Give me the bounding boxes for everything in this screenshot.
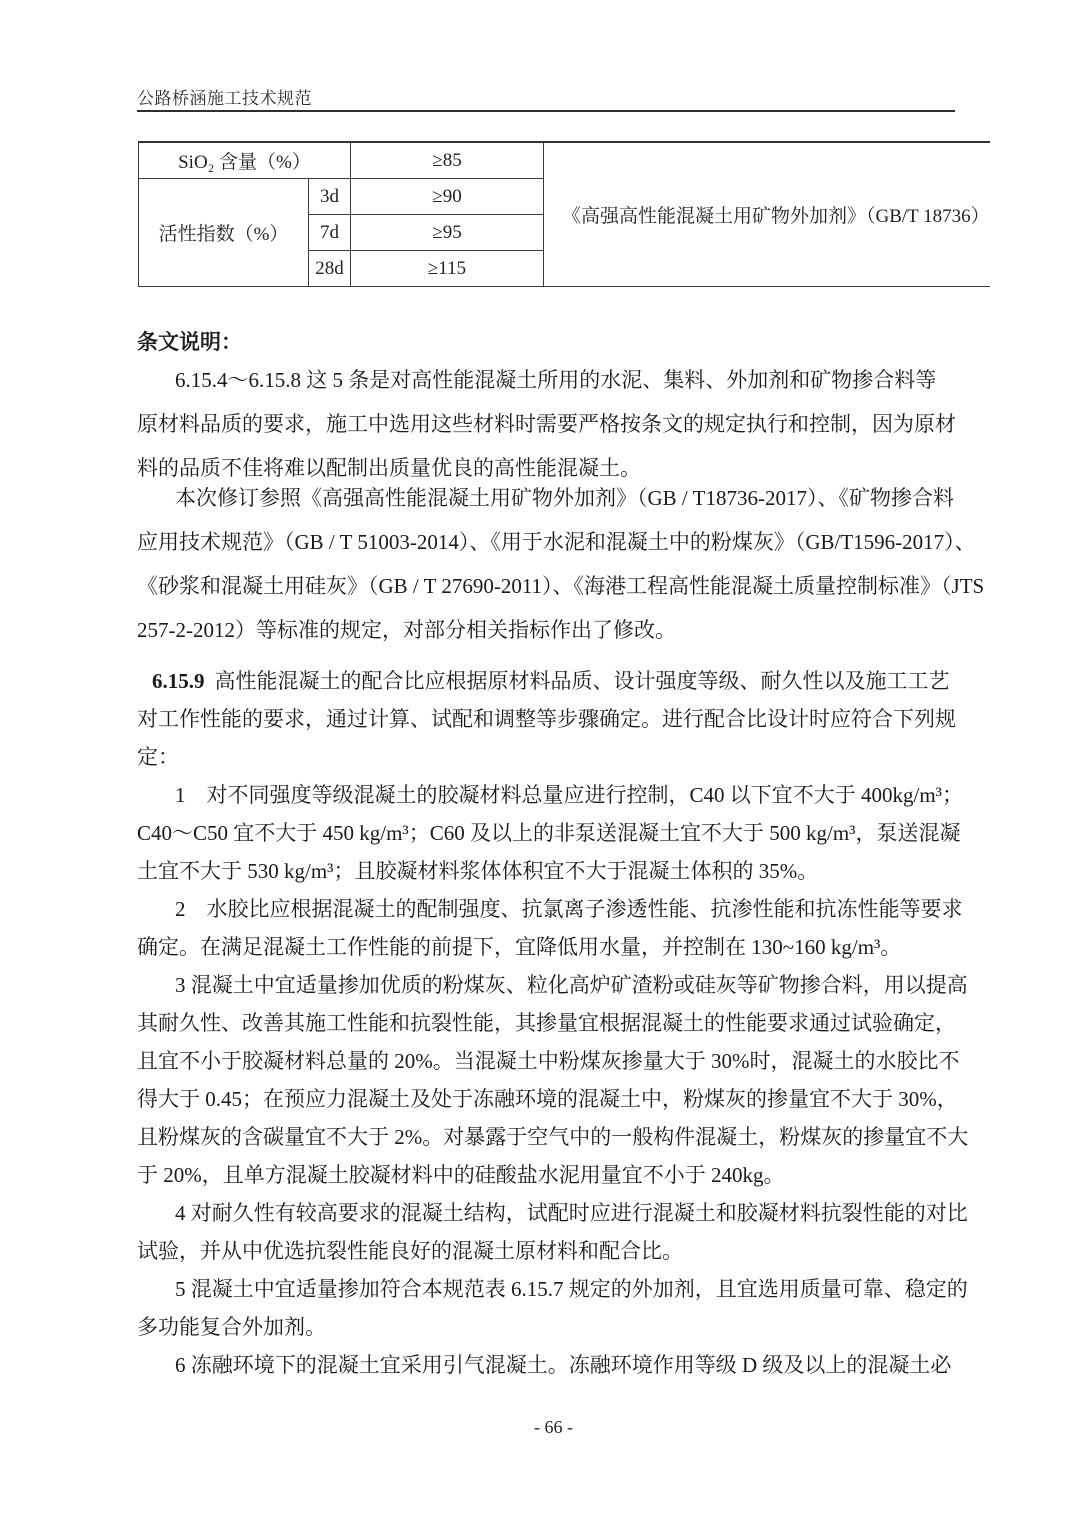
age-label: 28d: [309, 251, 351, 287]
line-text: 《砂浆和混凝土用硅灰》（GB / T 27690-2011）、《海港工程高性能混凝土质量控制标准》（JTS: [137, 574, 985, 598]
age-label: 7d: [309, 215, 351, 251]
line-text: 于 20%，且单方混凝土胶凝材料中的硅酸盐水泥用量宜不小于 240kg。: [137, 1163, 785, 1187]
text-line: [137, 564, 985, 608]
age-value: ≥115: [351, 251, 544, 287]
activity-index-label: 活性指数（%）: [139, 179, 309, 287]
line-text: 原材料品质的要求，施工中选用这些材料时需要严格按条文的规定执行和控制，因为原材: [137, 412, 956, 436]
text-line: [137, 1004, 970, 1042]
line-text: 本次修订参照《高强高性能混凝土用矿物外加剂》（GB / T18736-2017）、《矿物掺合料: [175, 486, 954, 510]
text-line: [137, 852, 970, 890]
line-text: 应用技术规范》（GB / T 51003-2014）、《用于水泥和混凝土中的粉煤灰》（GB/T1596-2017）、: [137, 530, 976, 554]
text-line: [137, 1346, 970, 1384]
text-line: [137, 966, 970, 1004]
text-line: [137, 738, 970, 776]
footer-page-number: - 66 -: [534, 1417, 573, 1437]
text-line: [137, 890, 970, 928]
line-text: 对工作性能的要求，通过计算、试配和调整等步骤确定。进行配合比设计时应符合下列规: [137, 707, 956, 731]
line-text: 3 混凝土中宜适量掺加优质的粉煤灰、粒化高炉矿渣粉或硅灰等矿物掺合料，用以提高: [175, 973, 968, 997]
line-text: 料的品质不佳将难以配制出质量优良的高性能混凝土。: [137, 456, 641, 480]
line-text: 确定。在满足混凝土工作性能的前提下，宜降低用水量，并控制在 130~160 kg/m³。: [137, 935, 902, 959]
line-text: 其耐久性、改善其施工性能和抗裂性能，其掺量宜根据混凝土的性能要求通过试验确定，: [137, 1011, 956, 1035]
line-text: 6 冻融环境下的混凝土宜采用引气混凝土。冻融环境作用等级 D 级及以上的混凝土必: [175, 1353, 952, 1377]
commentary-heading: 条文说明：: [137, 330, 242, 354]
clause-number: 6.15.9: [152, 669, 205, 693]
commentary-paragraph-1: [137, 358, 970, 490]
text-line: [137, 1232, 970, 1270]
text-line: [137, 358, 970, 402]
table-row: [139, 142, 990, 179]
line-text: C40～C50 宜不大于 450 kg/m³；C60 及以上的非泵送混凝土宜不大于 500 kg/m³，泵送混凝: [137, 821, 961, 845]
header-rule: [137, 110, 955, 112]
line-text: 6.15.4～6.15.8 这 5 条是对高性能混凝土所用的水泥、集料、外加剂和矿物掺合料等: [175, 368, 937, 392]
text-line: [137, 1308, 970, 1346]
text-line: [137, 1156, 970, 1194]
text-line: [137, 1270, 970, 1308]
line-text: 2 水胶比应根据混凝土的配制强度、抗氯离子渗透性能、抗渗性能和抗冻性能等要求: [175, 897, 963, 921]
text-line: [137, 402, 970, 446]
line-text: 定：: [137, 745, 179, 769]
text-line: [137, 1042, 970, 1080]
line-text: 且粉煤灰的含碳量宜不大于 2%。对暴露于空气中的一般构件混凝土，粉煤灰的掺量宜不大: [137, 1125, 969, 1149]
text-line: [137, 814, 970, 852]
line-text: 5 混凝土中宜适量掺加符合本规范表 6.15.7 规定的外加剂，且宜选用质量可靠、稳定的: [175, 1277, 968, 1301]
sio2-content-value: ≥85: [351, 142, 544, 179]
text-line: [137, 776, 970, 814]
line-text: 高性能混凝土的配合比应根据原材料品质、设计强度等级、耐久性以及施工工艺: [214, 669, 950, 693]
line-text: 得大于 0.45；在预应力混凝土及处于冻融环境的混凝土中，粉煤灰的掺量宜不大于 30%，: [137, 1087, 958, 1111]
text-line: [137, 476, 970, 520]
mineral-admixture-spec-table: [138, 141, 990, 287]
line-text: 多功能复合外加剂。: [137, 1315, 326, 1339]
sio2-content-label: SiO₂ 含量（%）: [139, 142, 351, 179]
text-line: [137, 608, 970, 652]
commentary-paragraph-2: [137, 476, 985, 652]
line-text: 1 对不同强度等级混凝土的胶凝材料总量应进行控制，C40 以下宜不大于 400kg/m³；: [175, 783, 963, 807]
line-text: 试验，并从中优选抗裂性能良好的混凝土原材料和配合比。: [137, 1239, 683, 1263]
text-line: [137, 700, 970, 738]
clause-6-15-9-text: [137, 662, 970, 1384]
running-header-title: 公路桥涵施工技术规范: [137, 89, 312, 108]
reference-standard-cell: 《高强高性能混凝土用矿物外加剂》（GB/T 18736）: [544, 142, 990, 287]
line-text: 257-2-2012）等标准的规定，对部分相关指标作出了修改。: [137, 618, 676, 642]
line-text: 且宜不小于胶凝材料总量的 20%。当混凝土中粉煤灰掺量大于 30%时，混凝土的水胶比不: [137, 1049, 960, 1073]
age-value: ≥90: [351, 179, 544, 215]
text-line: [137, 928, 970, 966]
age-value: ≥95: [351, 215, 544, 251]
text-line: [137, 1080, 970, 1118]
text-line: [137, 1118, 970, 1156]
line-text: 土宜不大于 530 kg/m³；且胶凝材料浆体体积宜不大于混凝土体积的 35%。: [137, 859, 819, 883]
text-line: [137, 1194, 970, 1232]
line-text: 4 对耐久性有较高要求的混凝土结构，试配时应进行混凝土和胶凝材料抗裂性能的对比: [175, 1201, 968, 1225]
text-line: [137, 520, 976, 564]
text-line: [137, 662, 970, 700]
age-label: 3d: [309, 179, 351, 215]
